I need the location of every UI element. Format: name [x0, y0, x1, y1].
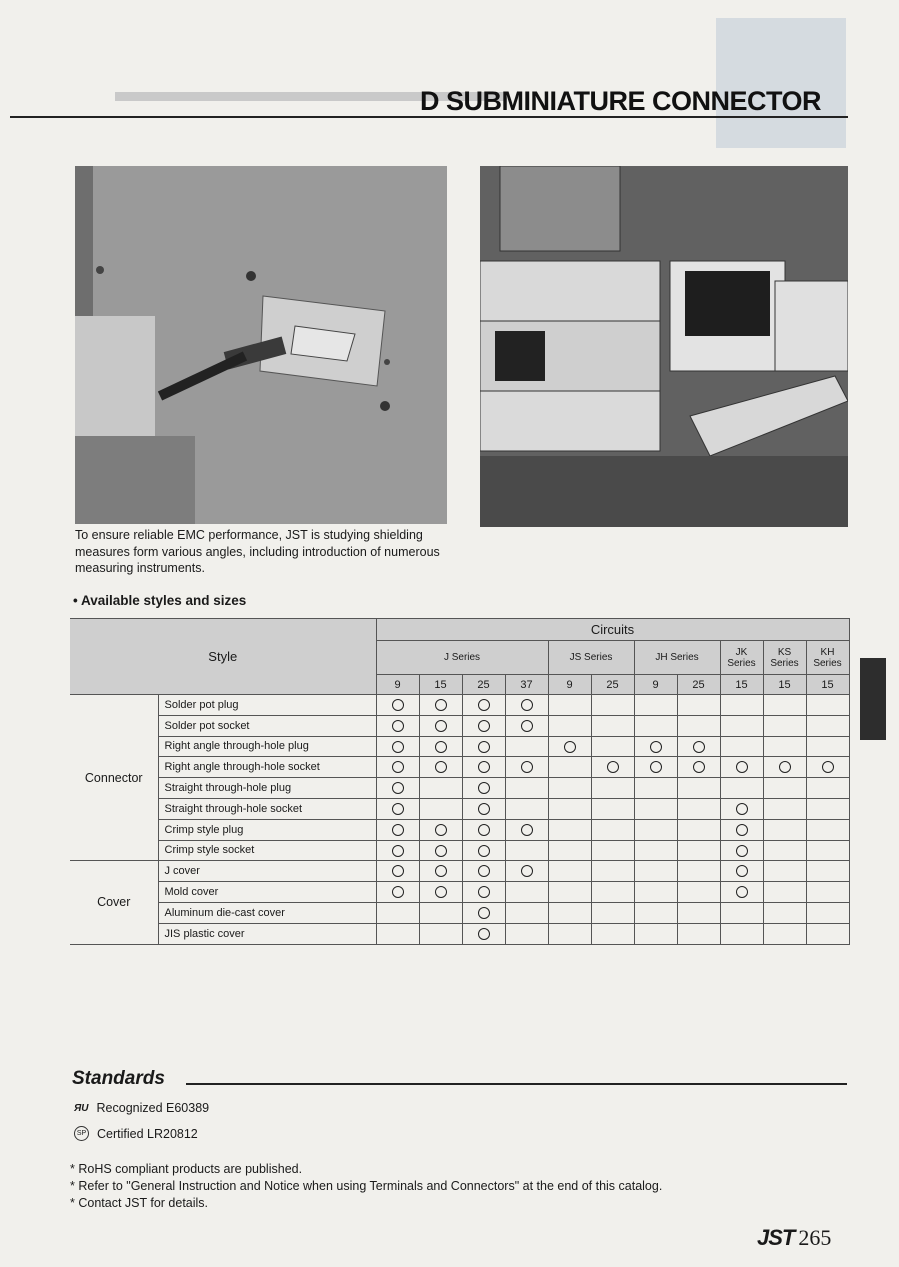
availability-cell — [376, 715, 419, 736]
availability-cell — [376, 778, 419, 799]
availability-cell — [548, 902, 591, 923]
availability-cell — [677, 757, 720, 778]
availability-cell — [591, 819, 634, 840]
table-row — [70, 923, 849, 944]
style-name: Right angle through-hole socket — [158, 757, 376, 778]
availability-cell — [763, 902, 806, 923]
availability-cell — [634, 695, 677, 716]
title-rule — [10, 116, 848, 118]
ul-mark-icon: ЯU — [74, 1102, 89, 1114]
availability-cell — [720, 819, 763, 840]
availability-cell — [548, 715, 591, 736]
available-circle-icon — [392, 699, 404, 711]
style-name: Straight through-hole plug — [158, 778, 376, 799]
availability-cell — [591, 840, 634, 861]
availability-cell — [548, 798, 591, 819]
available-circle-icon — [478, 928, 490, 940]
available-circle-icon — [435, 824, 447, 836]
availability-cell — [548, 778, 591, 799]
ul-recognition-text: Recognized E60389 — [96, 1101, 210, 1115]
available-circle-icon — [392, 886, 404, 898]
availability-cell — [806, 778, 849, 799]
availability-cell — [677, 798, 720, 819]
csa-certification — [74, 1126, 198, 1141]
availability-cell — [634, 715, 677, 736]
group-label: Cover — [70, 861, 158, 944]
table-row — [70, 736, 849, 757]
availability-cell — [720, 757, 763, 778]
available-circle-icon — [392, 865, 404, 877]
note-general-instruction: * Refer to "General Instruction and Notice when using Terminals and Connectors" at the end of this catalog. — [70, 1179, 663, 1193]
availability-cell — [376, 757, 419, 778]
brand-logo: JST — [757, 1225, 795, 1250]
available-circle-icon — [435, 699, 447, 711]
available-circle-icon — [650, 761, 662, 773]
availability-cell — [462, 923, 505, 944]
availability-cell — [419, 757, 462, 778]
available-circle-icon — [736, 845, 748, 857]
size-header: 9 — [548, 675, 591, 695]
table-row — [70, 757, 849, 778]
standards-title: Standards — [72, 1068, 165, 1089]
availability-cell — [505, 778, 548, 799]
availability-cell — [720, 778, 763, 799]
availability-cell — [548, 840, 591, 861]
table-row — [70, 840, 849, 861]
available-circle-icon — [478, 824, 490, 836]
style-header: Style — [70, 619, 376, 695]
availability-cell — [634, 757, 677, 778]
series-header: JS Series — [548, 641, 634, 675]
available-circle-icon — [478, 803, 490, 815]
available-circle-icon — [392, 720, 404, 732]
available-circle-icon — [521, 699, 533, 711]
style-name: Solder pot socket — [158, 715, 376, 736]
available-circle-icon — [478, 845, 490, 857]
table-row — [70, 798, 849, 819]
availability-cell — [419, 923, 462, 944]
table-row — [70, 695, 849, 716]
availability-cell — [806, 840, 849, 861]
notes — [70, 1161, 662, 1212]
availability-cell — [720, 736, 763, 757]
availability-cell — [720, 695, 763, 716]
availability-cell — [548, 695, 591, 716]
available-circle-icon — [478, 741, 490, 753]
ul-recognition — [74, 1101, 209, 1115]
availability-cell — [720, 840, 763, 861]
series-header: JK Series — [720, 641, 763, 675]
availability-cell — [763, 819, 806, 840]
availability-cell — [763, 757, 806, 778]
availability-cell — [677, 695, 720, 716]
availability-cell — [806, 736, 849, 757]
size-header: 25 — [591, 675, 634, 695]
available-circle-icon — [392, 741, 404, 753]
size-header: 15 — [419, 675, 462, 695]
group-label: Connector — [70, 695, 158, 861]
availability-cell — [462, 778, 505, 799]
availability-cell — [720, 715, 763, 736]
available-circle-icon — [478, 699, 490, 711]
available-circle-icon — [392, 782, 404, 794]
table-row — [70, 778, 849, 799]
size-header: 25 — [677, 675, 720, 695]
style-name: Straight through-hole socket — [158, 798, 376, 819]
availability-cell — [763, 882, 806, 903]
available-circle-icon — [478, 720, 490, 732]
background-bleed-block — [716, 18, 846, 148]
availability-cell — [376, 923, 419, 944]
size-header: 37 — [505, 675, 548, 695]
availability-cell — [505, 861, 548, 882]
size-header: 15 — [763, 675, 806, 695]
availability-cell — [419, 840, 462, 861]
availability-cell — [419, 715, 462, 736]
size-header: 9 — [376, 675, 419, 695]
availability-cell — [806, 923, 849, 944]
available-circle-icon — [521, 824, 533, 836]
style-name: JIS plastic cover — [158, 923, 376, 944]
availability-cell — [591, 923, 634, 944]
table-heading: • Available styles and sizes — [73, 593, 247, 608]
availability-cell — [376, 798, 419, 819]
available-circle-icon — [392, 824, 404, 836]
style-name: Crimp style plug — [158, 819, 376, 840]
availability-cell — [376, 882, 419, 903]
available-circle-icon — [607, 761, 619, 773]
style-name: Aluminum die-cast cover — [158, 902, 376, 923]
availability-cell — [677, 715, 720, 736]
csa-certification-text: Certified LR20812 — [97, 1126, 198, 1141]
availability-cell — [376, 902, 419, 923]
availability-cell — [548, 923, 591, 944]
availability-cell — [419, 695, 462, 716]
available-circle-icon — [650, 741, 662, 753]
availability-cell — [591, 757, 634, 778]
series-header: KS Series — [763, 641, 806, 675]
availability-cell — [634, 840, 677, 861]
available-circle-icon — [693, 761, 705, 773]
availability-cell — [505, 715, 548, 736]
availability-cell — [548, 861, 591, 882]
page-title: D SUBMINIATURE CONNECTOR — [420, 86, 822, 116]
available-circle-icon — [392, 761, 404, 773]
photo-emc-shielding — [75, 166, 447, 524]
photo-instruments-illustration — [480, 166, 848, 527]
available-circle-icon — [736, 824, 748, 836]
photo-caption: To ensure reliable EMC performance, JST is studying shielding measures form various angles, including introduction of numerous measuring instruments. — [75, 528, 440, 575]
available-circle-icon — [435, 741, 447, 753]
available-circle-icon — [478, 782, 490, 794]
availability-cell — [505, 819, 548, 840]
available-circle-icon — [521, 865, 533, 877]
table-row — [70, 715, 849, 736]
availability-cell — [720, 882, 763, 903]
available-circle-icon — [435, 886, 447, 898]
available-circle-icon — [478, 865, 490, 877]
availability-cell — [677, 736, 720, 757]
series-header: KH Series — [806, 641, 849, 675]
availability-cell — [720, 861, 763, 882]
availability-cell — [677, 902, 720, 923]
series-header: JH Series — [634, 641, 720, 675]
availability-cell — [806, 861, 849, 882]
availability-cell — [505, 757, 548, 778]
availability-cell — [505, 923, 548, 944]
availability-cell — [505, 840, 548, 861]
availability-cell — [763, 715, 806, 736]
available-circle-icon — [478, 886, 490, 898]
available-circle-icon — [564, 741, 576, 753]
page-number: 265 — [798, 1225, 832, 1250]
availability-cell — [419, 882, 462, 903]
available-circle-icon — [392, 845, 404, 857]
available-circle-icon — [478, 761, 490, 773]
availability-cell — [462, 840, 505, 861]
table-row — [70, 819, 849, 840]
availability-cell — [419, 819, 462, 840]
circuits-header: Circuits — [376, 619, 849, 641]
availability-cell — [763, 736, 806, 757]
size-header: 9 — [634, 675, 677, 695]
available-circle-icon — [736, 886, 748, 898]
size-header: 25 — [462, 675, 505, 695]
available-circle-icon — [693, 741, 705, 753]
note-rohs: * RoHS compliant products are published. — [70, 1162, 303, 1176]
availability-cell — [720, 798, 763, 819]
table-row — [70, 861, 849, 882]
style-name: Right angle through-hole plug — [158, 736, 376, 757]
availability-cell — [548, 882, 591, 903]
table-row — [70, 882, 849, 903]
availability-cell — [634, 923, 677, 944]
photo-measuring-instruments — [480, 166, 848, 527]
availability-cell — [806, 715, 849, 736]
available-circle-icon — [736, 803, 748, 815]
availability-cell — [677, 861, 720, 882]
availability-cell — [376, 736, 419, 757]
availability-cell — [806, 819, 849, 840]
availability-cell — [677, 840, 720, 861]
available-circle-icon — [392, 803, 404, 815]
availability-cell — [634, 736, 677, 757]
available-circle-icon — [736, 865, 748, 877]
available-circle-icon — [779, 761, 791, 773]
availability-cell — [462, 757, 505, 778]
available-circle-icon — [435, 865, 447, 877]
available-circle-icon — [478, 907, 490, 919]
size-header: 15 — [720, 675, 763, 695]
availability-cell — [376, 840, 419, 861]
availability-cell — [419, 778, 462, 799]
availability-cell — [505, 798, 548, 819]
availability-cell — [419, 861, 462, 882]
availability-cell — [591, 902, 634, 923]
available-circle-icon — [435, 720, 447, 732]
availability-cell — [634, 778, 677, 799]
availability-cell — [720, 923, 763, 944]
table-row — [70, 902, 849, 923]
availability-cell — [419, 798, 462, 819]
availability-cell — [376, 819, 419, 840]
availability-cell — [806, 902, 849, 923]
style-name: J cover — [158, 861, 376, 882]
note-contact: * Contact JST for details. — [70, 1196, 209, 1210]
style-name: Solder pot plug — [158, 695, 376, 716]
availability-cell — [634, 861, 677, 882]
availability-cell — [634, 902, 677, 923]
availability-cell — [591, 695, 634, 716]
photo-emc-illustration — [75, 166, 447, 524]
availability-cell — [634, 798, 677, 819]
page-footer — [757, 1225, 831, 1251]
availability-cell — [591, 882, 634, 903]
availability-cell — [763, 695, 806, 716]
availability-cell — [591, 861, 634, 882]
availability-cell — [462, 902, 505, 923]
availability-cell — [591, 736, 634, 757]
availability-cell — [806, 798, 849, 819]
standards-rule — [186, 1083, 847, 1085]
availability-cell — [462, 882, 505, 903]
available-circle-icon — [822, 761, 834, 773]
availability-cell — [591, 798, 634, 819]
availability-cell — [806, 882, 849, 903]
availability-cell — [763, 923, 806, 944]
availability-cell — [591, 778, 634, 799]
availability-cell — [419, 902, 462, 923]
csa-mark-icon: SP — [74, 1126, 89, 1141]
available-circle-icon — [435, 845, 447, 857]
availability-cell — [677, 882, 720, 903]
availability-cell — [462, 861, 505, 882]
availability-cell — [763, 840, 806, 861]
availability-cell — [462, 819, 505, 840]
availability-cell — [548, 819, 591, 840]
availability-cell — [462, 715, 505, 736]
available-circle-icon — [736, 761, 748, 773]
available-circle-icon — [521, 761, 533, 773]
availability-cell — [505, 695, 548, 716]
availability-cell — [677, 923, 720, 944]
availability-cell — [376, 695, 419, 716]
availability-cell — [548, 736, 591, 757]
availability-cell — [419, 736, 462, 757]
availability-cell — [806, 757, 849, 778]
availability-cell — [763, 778, 806, 799]
availability-cell — [462, 798, 505, 819]
section-tab-marker — [860, 658, 886, 740]
availability-cell — [505, 902, 548, 923]
bleed-through-text: ▬▬▬▬▬▬▬▬▬▬▬▬▬ — [115, 75, 505, 108]
availability-cell — [505, 736, 548, 757]
availability-table — [70, 618, 850, 945]
availability-cell — [591, 715, 634, 736]
availability-cell — [634, 882, 677, 903]
availability-cell — [677, 819, 720, 840]
available-circle-icon — [521, 720, 533, 732]
availability-cell — [505, 882, 548, 903]
series-header: J Series — [376, 641, 548, 675]
available-circle-icon — [435, 761, 447, 773]
availability-cell — [763, 861, 806, 882]
style-name: Mold cover — [158, 882, 376, 903]
style-name: Crimp style socket — [158, 840, 376, 861]
availability-cell — [720, 902, 763, 923]
availability-cell — [763, 798, 806, 819]
availability-cell — [677, 778, 720, 799]
availability-cell — [548, 757, 591, 778]
availability-cell — [806, 695, 849, 716]
availability-cell — [634, 819, 677, 840]
availability-cell — [376, 861, 419, 882]
size-header: 15 — [806, 675, 849, 695]
availability-cell — [462, 736, 505, 757]
availability-cell — [462, 695, 505, 716]
